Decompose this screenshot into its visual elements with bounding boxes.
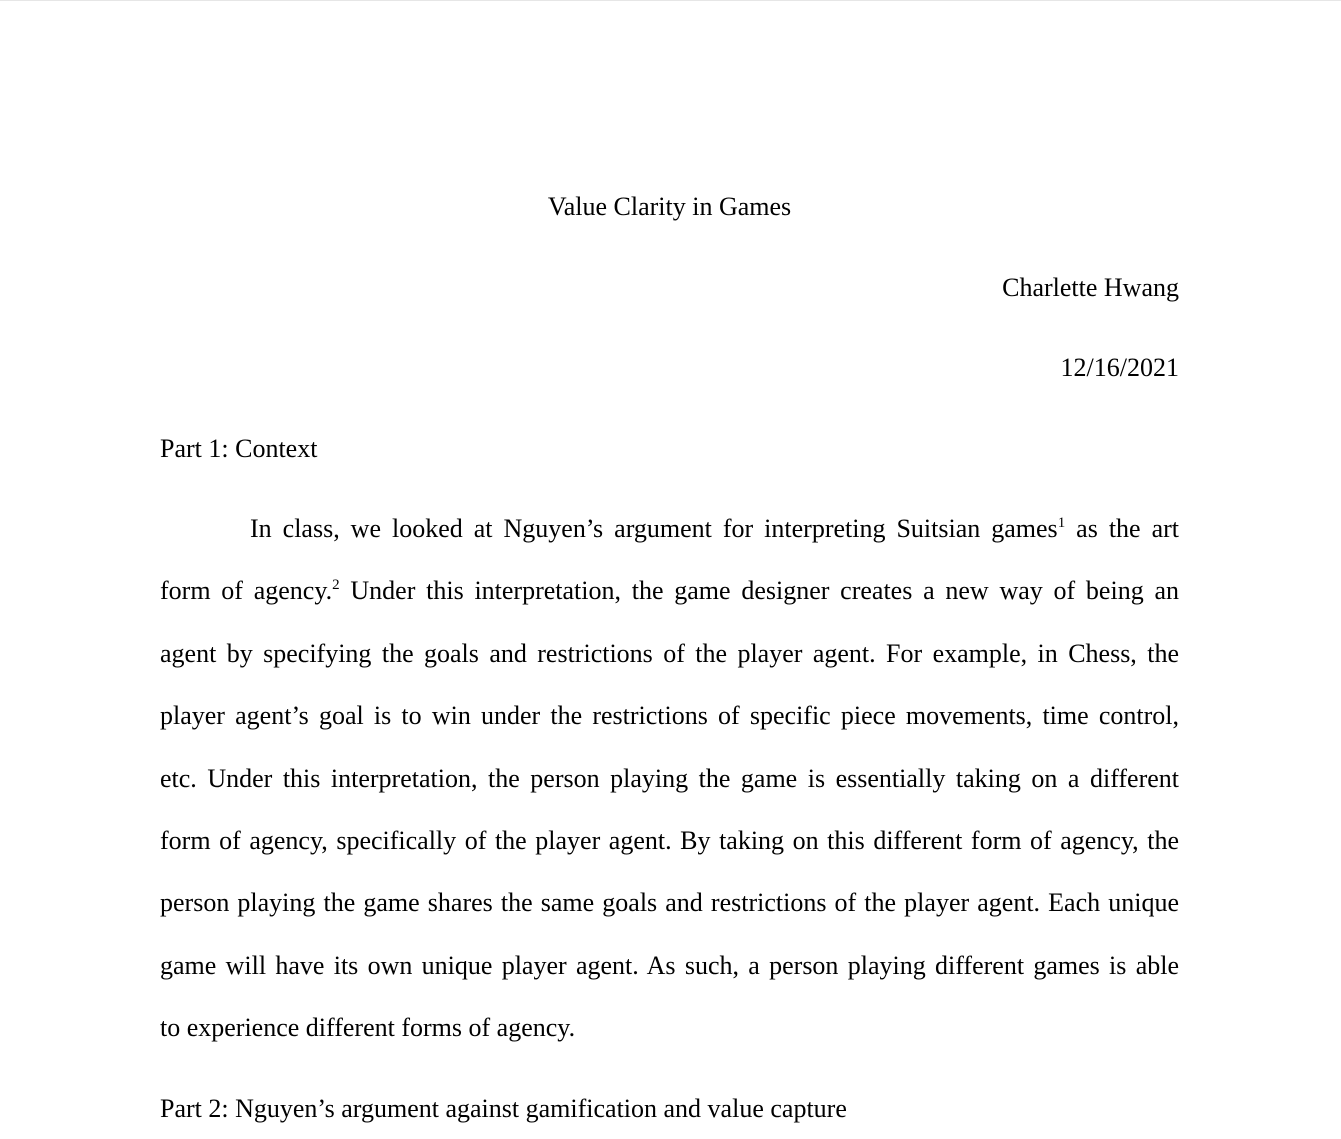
paragraph-line: form of agency, specifically of the player agent. By taking on this different form of agency, the xyxy=(160,825,1179,855)
footnote-marker-2[interactable]: 2 xyxy=(332,577,340,594)
line-text: as the art xyxy=(1065,514,1180,543)
paragraph-context xyxy=(160,509,1179,1071)
footnote-marker-1[interactable]: 1 xyxy=(1057,515,1066,531)
paragraph-line: player agent’s goal is to win under the restrictions of specific piece movements, time control, xyxy=(160,701,1179,731)
line-text: Under this interpretation, the game designer creates a new way of being an xyxy=(339,576,1179,606)
paragraph-line xyxy=(160,571,1179,633)
document-date: 12/16/2021 xyxy=(1060,353,1179,382)
paragraph-line: agent by specifying the goals and restrictions of the player agent. For example, in Chess, the xyxy=(160,638,1179,668)
paragraph-line: person playing the game shares the same goals and restrictions of the player agent. Each unique xyxy=(160,888,1179,918)
paragraph-line: etc. Under this interpretation, the person playing the game is essentially taking on a different xyxy=(160,763,1179,793)
line-text: form of agency. xyxy=(160,576,333,606)
section-heading-part-2: Part 2: Nguyen’s argument against gamification and value capture xyxy=(160,1094,847,1123)
author-name: Charlette Hwang xyxy=(1002,273,1179,302)
paragraph-line: to experience different forms of agency. xyxy=(160,1013,576,1043)
document-title: Value Clarity in Games xyxy=(547,192,792,221)
paragraph-line: game will have its own unique player agent. As such, a person playing different games is able xyxy=(160,950,1179,980)
section-heading-part-1: Part 1: Context xyxy=(160,434,318,463)
paragraph-line xyxy=(160,509,1179,571)
line-text: In class, we looked at Nguyen’s argument for interpreting Suitsian games xyxy=(250,514,1058,543)
